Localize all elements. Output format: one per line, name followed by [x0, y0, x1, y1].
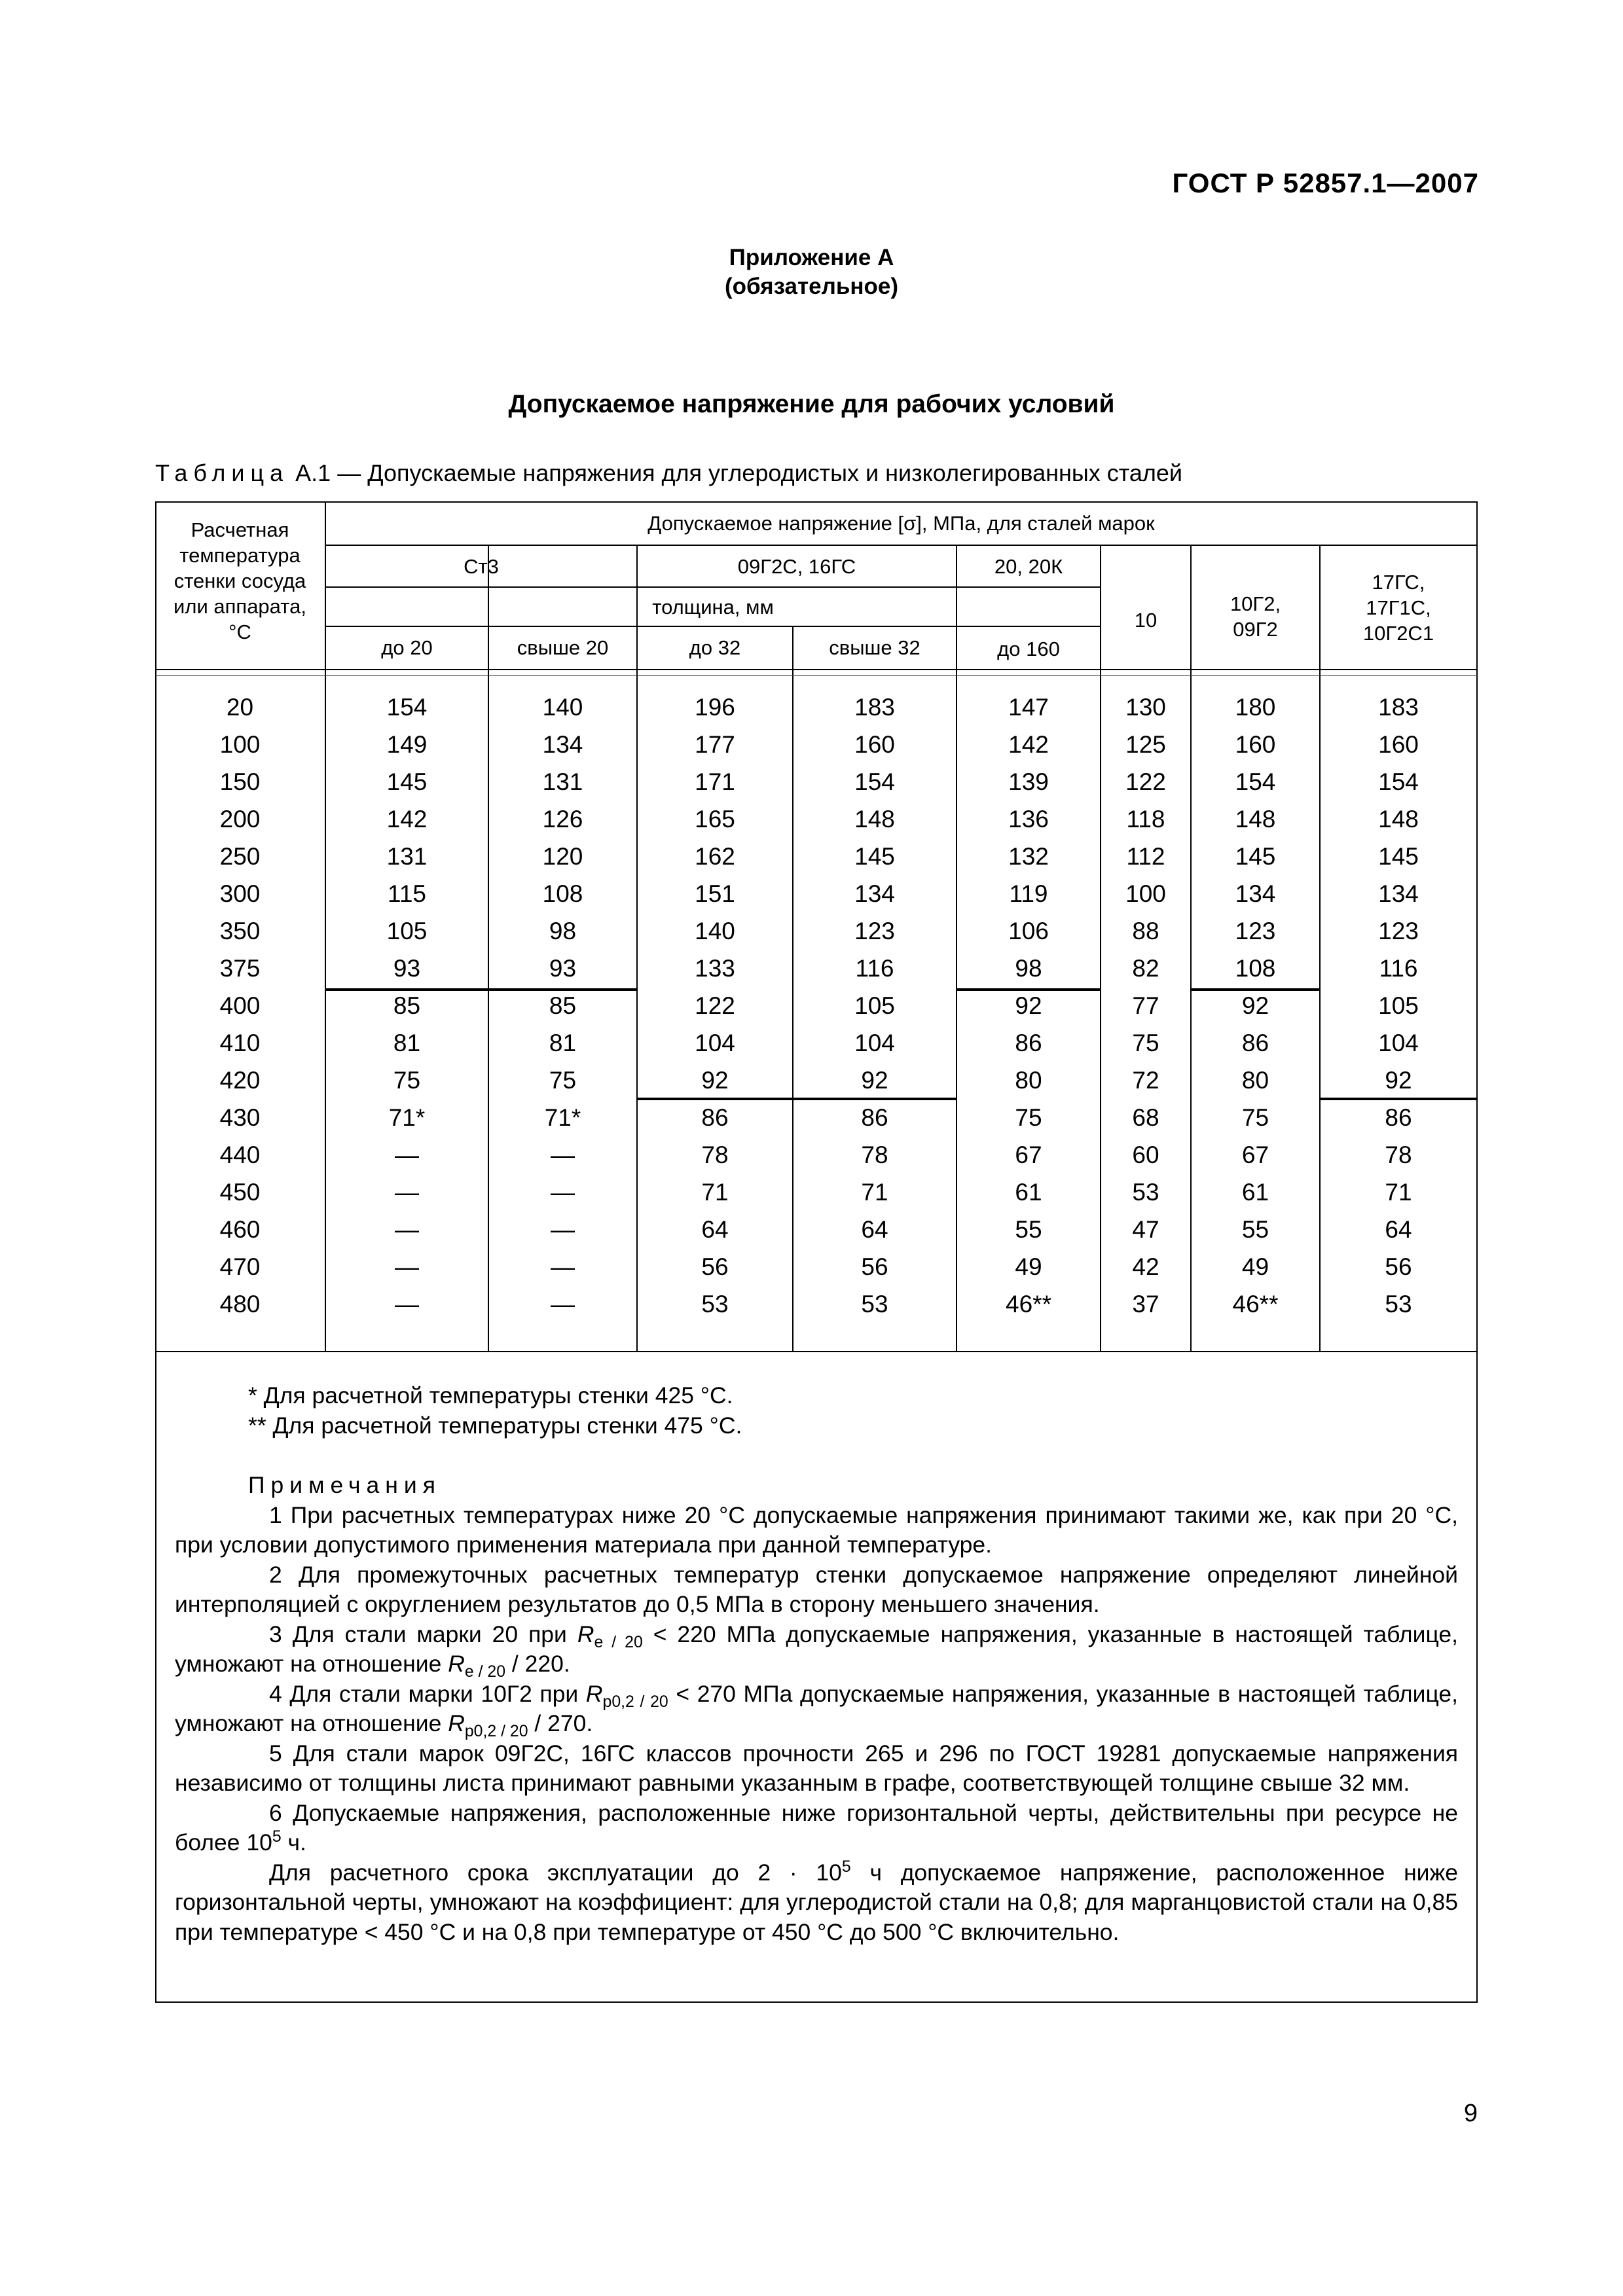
cell-10: 60	[1132, 1141, 1159, 1168]
table-caption-text: А.1 — Допускаемые напряжения для углеродистых и низколегированных сталей	[295, 459, 1182, 486]
cell-17gs: 148	[1378, 806, 1419, 833]
cell-temp: 420	[219, 1067, 261, 1094]
cell-10g2-09g2: 75	[1241, 1104, 1269, 1131]
cell-09g2s-svyshe32: 145	[854, 843, 895, 870]
cell-st3-svyshe20: 98	[549, 918, 577, 944]
cell-10g2-09g2: 80	[1241, 1067, 1269, 1094]
cell-17gs: 105	[1378, 992, 1419, 1019]
cell-st3-svyshe20: —	[551, 1253, 575, 1280]
cell-st3-svyshe20: 81	[549, 1030, 577, 1056]
cell-17gs: 64	[1385, 1216, 1412, 1243]
cell-temp: 200	[219, 806, 261, 833]
cell-10: 125	[1125, 731, 1166, 758]
cell-10: 75	[1132, 1030, 1159, 1056]
cell-09g2s-svyshe32: 64	[861, 1216, 888, 1243]
cell-20k-do160: 61	[1015, 1179, 1042, 1206]
cell-temp: 480	[219, 1291, 261, 1318]
note-3: 3 Для стали марки 20 при $R_{e / 20} < 220$ МПа допускаемые напряжения, указанные в настоящей таблице, умножают на отношение $R_{e / 20} / 220$.	[175, 1621, 1458, 1681]
cell-st3-svyshe20: 134	[542, 731, 583, 758]
cell-10g2-09g2: 154	[1235, 768, 1276, 795]
cell-10: 53	[1132, 1179, 1159, 1206]
cell-temp: 430	[219, 1104, 261, 1131]
cell-09g2s-svyshe32: 56	[861, 1253, 888, 1280]
group-st3: Ст3	[464, 555, 499, 578]
cell-17gs: 134	[1378, 880, 1419, 907]
cell-09g2s-do32: 64	[701, 1216, 729, 1243]
table-caption-prefix: Таблица	[155, 459, 289, 486]
note-4: 4 Для стали марки 10Г2 при $R_{p0,2 / 20} < 270$ МПа допускаемые напряжения, указанные в настоящей таблице, умножают на отношение $R_{p0,2 / 20} / 270$.	[175, 1680, 1458, 1741]
cell-st3-svyshe20: —	[551, 1291, 575, 1318]
note-7: Для расчетного срока эксплуатации до $2 \cdot 10^5$ ч допускаемое напряжение, расположенное ниже горизонтальной черты, умножают на коэффициент: для углеродистой стали на 0,8; для марганцовистой стали на 0,85 при температуре < 450 °С и на 0,8 при температуре от 450 °С до 500 °С включительно.	[175, 1857, 1459, 1945]
cell-st3-svyshe20: 126	[542, 806, 583, 833]
cell-temp: 250	[219, 843, 261, 870]
subheader-svyshe32: свыше 32	[829, 636, 921, 659]
footnote-1: * Для расчетной температуры стенки 425 °С.	[248, 1382, 733, 1408]
cell-st3-do20: —	[395, 1291, 419, 1318]
cell-10g2-09g2: 46**	[1232, 1291, 1279, 1318]
cell-20k-do160: 86	[1015, 1030, 1042, 1056]
page-number: 9	[1463, 2100, 1478, 2127]
stress-header: Допускаемое напряжение [σ], МПа, для сталей марок	[647, 512, 1155, 535]
cell-20k-do160: 49	[1015, 1253, 1042, 1280]
cell-10: 68	[1132, 1104, 1159, 1131]
cell-09g2s-do32: 177	[695, 731, 735, 758]
cell-10g2-09g2: 55	[1241, 1216, 1269, 1243]
cell-17gs: 160	[1378, 731, 1419, 758]
cell-st3-do20: 145	[386, 768, 428, 795]
cell-st3-svyshe20: 71*	[544, 1104, 581, 1131]
cell-10: 47	[1132, 1216, 1159, 1243]
cell-10: 72	[1132, 1067, 1159, 1094]
cell-09g2s-do32: 78	[701, 1141, 729, 1168]
cell-17gs: 123	[1378, 918, 1419, 944]
cell-10g2-09g2: 123	[1235, 918, 1276, 944]
cell-temp: 470	[219, 1253, 261, 1280]
cell-09g2s-svyshe32: 148	[854, 806, 895, 833]
cell-20k-do160: 55	[1015, 1216, 1042, 1243]
cell-09g2s-svyshe32: 134	[854, 880, 895, 907]
cell-10: 82	[1132, 955, 1159, 982]
cell-20k-do160: 119	[1009, 880, 1048, 907]
cell-09g2s-do32: 53	[701, 1291, 729, 1318]
cell-10g2-09g2: 67	[1241, 1141, 1269, 1168]
cell-09g2s-svyshe32: 123	[854, 918, 895, 944]
cell-temp: 100	[219, 731, 261, 758]
cell-09g2s-svyshe32: 53	[861, 1291, 888, 1318]
cell-09g2s-do32: 133	[695, 955, 735, 982]
cell-17gs: 145	[1378, 843, 1419, 870]
cell-st3-svyshe20: 131	[542, 768, 583, 795]
table-notes	[155, 1381, 1478, 1947]
cell-09g2s-svyshe32: 105	[854, 992, 895, 1019]
cell-20k-do160: 98	[1015, 955, 1042, 982]
cell-17gs: 71	[1385, 1179, 1412, 1206]
cell-10: 37	[1132, 1291, 1159, 1318]
cell-10: 100	[1125, 880, 1166, 907]
cell-10g2-09g2: 61	[1241, 1179, 1269, 1206]
cell-temp: 460	[219, 1216, 261, 1243]
cell-st3-svyshe20: 120	[542, 843, 583, 870]
cell-17gs: 78	[1385, 1141, 1412, 1168]
cell-17gs: 56	[1385, 1253, 1412, 1280]
cell-09g2s-do32: 56	[701, 1253, 729, 1280]
cell-10: 118	[1126, 806, 1165, 833]
cell-09g2s-do32: 71	[701, 1179, 729, 1206]
cell-20k-do160: 136	[1008, 806, 1049, 833]
cell-temp: 410	[219, 1030, 261, 1056]
cell-st3-do20: 93	[393, 955, 421, 982]
cell-10: 130	[1125, 694, 1166, 721]
cell-10g2-09g2: 92	[1241, 992, 1269, 1019]
thickness-label: толщина, мм	[652, 596, 774, 619]
cell-temp: 450	[219, 1179, 261, 1206]
document-number: ГОСТ Р 52857.1—2007	[1172, 168, 1479, 198]
cell-st3-do20: 105	[386, 918, 428, 944]
cell-st3-do20: —	[395, 1179, 419, 1206]
cell-10g2-09g2: 180	[1235, 694, 1276, 721]
col-10-header: 10	[1134, 609, 1158, 632]
cell-09g2s-do32: 92	[701, 1067, 729, 1094]
cell-temp: 300	[219, 880, 261, 907]
cell-10g2-09g2: 86	[1241, 1030, 1269, 1056]
table-caption	[155, 459, 1182, 487]
cell-st3-do20: 71*	[388, 1104, 426, 1131]
cell-st3-do20: 81	[393, 1030, 421, 1056]
cell-temp: 350	[219, 918, 261, 944]
cell-17gs: 92	[1385, 1067, 1412, 1094]
cell-09g2s-do32: 151	[695, 880, 735, 907]
cell-st3-do20: —	[395, 1216, 419, 1243]
note-2: 2 Для промежуточных расчетных температур стенки допускаемое напряжение определяют линейной интерполяцией с округлением результатов до 0,5 МПа в сторону меньшего значения.	[175, 1561, 1458, 1617]
cell-st3-svyshe20: 93	[549, 955, 577, 982]
cell-st3-do20: 142	[386, 806, 428, 833]
cell-10: 42	[1132, 1253, 1159, 1280]
cell-09g2s-svyshe32: 183	[854, 694, 895, 721]
cell-20k-do160: 142	[1008, 731, 1049, 758]
note-6: 6 Допускаемые напряжения, расположенные ниже горизонтальной черты, действительны при ресурсе не более $10^5$ ч.	[175, 1799, 1458, 1856]
cell-20k-do160: 92	[1015, 992, 1042, 1019]
cell-st3-do20: —	[395, 1141, 419, 1168]
cell-09g2s-svyshe32: 71	[861, 1179, 888, 1206]
cell-10g2-09g2: 160	[1235, 731, 1276, 758]
cell-10: 122	[1125, 768, 1166, 795]
footnote-2: ** Для расчетной температуры стенки 475 °С.	[248, 1412, 742, 1439]
cell-st3-svyshe20: 108	[542, 880, 583, 907]
cell-09g2s-svyshe32: 86	[861, 1104, 888, 1131]
cell-09g2s-do32: 140	[695, 918, 735, 944]
cell-10: 88	[1132, 918, 1159, 944]
note-5: 5 Для стали марок 09Г2С, 16ГС классов прочности 265 и 296 по ГОСТ 19281 допускаемые напряжения независимо от толщины листа принимают равными указанным в графе, соответствующей толщине свыше 32 мм.	[175, 1740, 1458, 1796]
cell-10: 112	[1126, 843, 1165, 870]
subheader-svyshe20: свыше 20	[517, 636, 609, 659]
cell-st3-svyshe20: —	[551, 1141, 575, 1168]
group-09g2s-16gs: 09Г2С, 16ГС	[737, 555, 856, 578]
cell-17gs: 53	[1385, 1291, 1412, 1318]
cell-09g2s-svyshe32: 78	[861, 1141, 888, 1168]
cell-10g2-09g2: 145	[1235, 843, 1276, 870]
cell-st3-do20: 149	[386, 731, 428, 758]
cell-st3-svyshe20: 140	[542, 694, 583, 721]
cell-17gs: 154	[1378, 768, 1419, 795]
cell-09g2s-do32: 104	[695, 1030, 735, 1056]
cell-09g2s-svyshe32: 116	[855, 955, 894, 982]
cell-09g2s-do32: 86	[701, 1104, 729, 1131]
cell-09g2s-do32: 122	[695, 992, 735, 1019]
col-17gs-header: 17ГС, 17Г1С, 10Г2С1	[1362, 571, 1434, 645]
cell-st3-do20: 131	[386, 843, 428, 870]
cell-st3-do20: 85	[393, 992, 421, 1019]
subheader-do20: до 20	[381, 636, 433, 659]
cell-st3-svyshe20: —	[551, 1179, 575, 1206]
cell-09g2s-svyshe32: 104	[854, 1030, 895, 1056]
cell-10g2-09g2: 134	[1235, 880, 1276, 907]
cell-17gs: 116	[1379, 955, 1418, 982]
cell-st3-do20: 115	[388, 880, 426, 907]
subheader-do160: до 160	[997, 637, 1060, 660]
note-1: 1 При расчетных температурах ниже 20 °С допускаемые напряжения принимают такими же, как при 20 °С, при условии допустимого применения материала при данной температуре.	[175, 1501, 1458, 1558]
appendix-heading	[0, 243, 1623, 301]
cell-st3-svyshe20: —	[551, 1216, 575, 1243]
col-10g2-header: 10Г2, 09Г2	[1230, 592, 1281, 641]
cell-st3-do20: 154	[386, 694, 428, 721]
cell-09g2s-svyshe32: 154	[854, 768, 895, 795]
group-20-20k: 20, 20К	[994, 555, 1063, 578]
cell-09g2s-do32: 165	[695, 806, 735, 833]
notes-heading: Примечания	[248, 1472, 441, 1498]
cell-20k-do160: 75	[1015, 1104, 1042, 1131]
cell-17gs: 86	[1385, 1104, 1412, 1131]
cell-09g2s-do32: 196	[695, 694, 735, 721]
cell-10g2-09g2: 108	[1235, 955, 1276, 982]
cell-09g2s-svyshe32: 92	[861, 1067, 888, 1094]
cell-st3-do20: —	[395, 1253, 419, 1280]
cell-temp: 375	[219, 955, 261, 982]
cell-20k-do160: 132	[1008, 843, 1049, 870]
cell-17gs: 104	[1378, 1030, 1419, 1056]
cell-10g2-09g2: 148	[1235, 806, 1276, 833]
appendix-title: Приложение А	[729, 245, 894, 270]
cell-temp: 400	[219, 992, 261, 1019]
subheader-do32: до 32	[689, 636, 741, 659]
cell-09g2s-svyshe32: 160	[854, 731, 895, 758]
cell-temp: 20	[226, 694, 254, 721]
cell-17gs: 183	[1378, 694, 1419, 721]
cell-10: 77	[1132, 992, 1159, 1019]
cell-09g2s-do32: 171	[695, 768, 735, 795]
cell-st3-svyshe20: 75	[549, 1067, 577, 1094]
cell-20k-do160: 147	[1008, 694, 1049, 721]
cell-20k-do160: 46**	[1006, 1291, 1051, 1318]
cell-09g2s-do32: 162	[695, 843, 735, 870]
section-title: Допускаемое напряжение для рабочих условий	[508, 390, 1115, 418]
cell-20k-do160: 106	[1008, 918, 1049, 944]
cell-st3-do20: 75	[393, 1067, 421, 1094]
cell-10g2-09g2: 49	[1241, 1253, 1269, 1280]
temperature-header: Расчетная температура стенки сосуда или аппарата, °С	[173, 518, 306, 643]
cell-20k-do160: 139	[1008, 768, 1049, 795]
appendix-status: (обязательное)	[724, 274, 898, 299]
cell-20k-do160: 67	[1015, 1141, 1042, 1168]
cell-temp: 440	[219, 1141, 261, 1168]
cell-temp: 150	[219, 768, 261, 795]
cell-st3-svyshe20: 85	[549, 992, 577, 1019]
cell-20k-do160: 80	[1015, 1067, 1042, 1094]
